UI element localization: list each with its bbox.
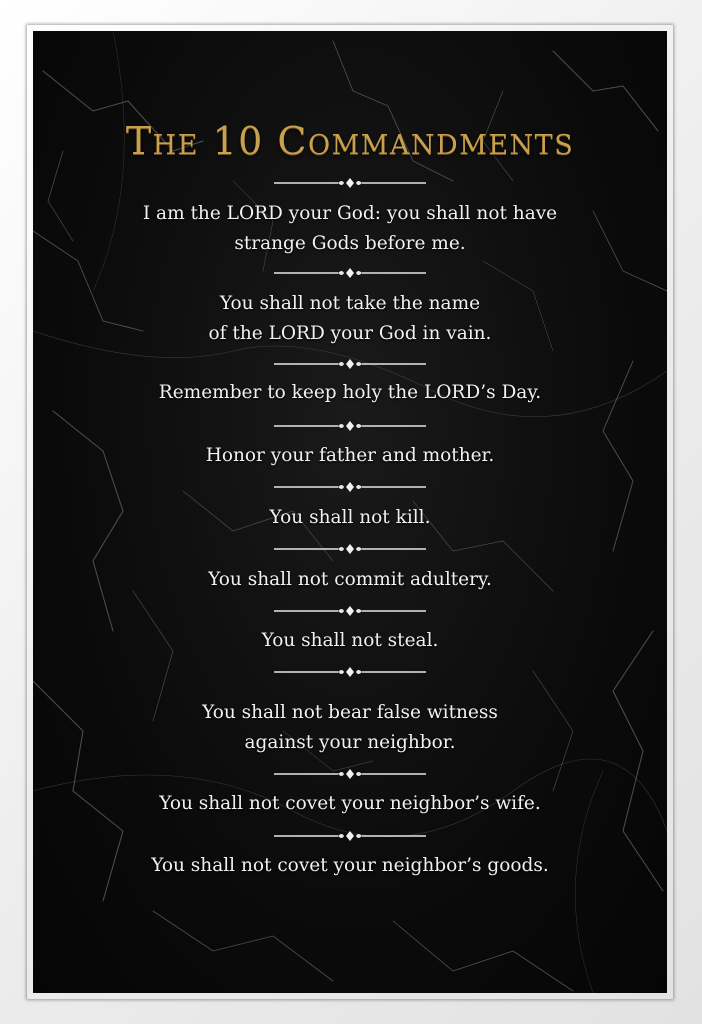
commandment-6 bbox=[53, 565, 647, 595]
commandment-line: of the LORD your God in vain. bbox=[208, 323, 492, 344]
ornamental-divider-icon bbox=[270, 666, 430, 678]
ornamental-divider-icon bbox=[270, 543, 430, 555]
commandment-line: Honor your father and mother. bbox=[205, 445, 495, 466]
commandment-line: You shall not kill. bbox=[269, 507, 431, 528]
ornamental-divider-icon bbox=[270, 420, 430, 432]
commandment-line: You shall not covet your neighbor’s goods. bbox=[151, 855, 549, 876]
commandment-line: Remember to keep holy the LORD’s Day. bbox=[158, 382, 542, 403]
commandment-line: against your neighbor. bbox=[244, 732, 456, 753]
poster bbox=[33, 31, 667, 993]
commandment-9 bbox=[53, 789, 647, 819]
ornamental-divider-icon bbox=[270, 605, 430, 617]
ornamental-divider-icon bbox=[270, 267, 430, 279]
commandment-2 bbox=[53, 289, 647, 349]
commandment-line: You shall not take the name bbox=[219, 293, 481, 314]
commandment-line: You shall not bear false witness bbox=[202, 702, 498, 723]
ornamental-divider-icon bbox=[270, 177, 430, 189]
poster-title: The 10 Commandments bbox=[125, 119, 575, 163]
ornamental-divider-icon bbox=[270, 358, 430, 370]
commandment-line: You shall not steal. bbox=[261, 630, 439, 651]
commandment-line: You shall not covet your neighbor’s wife. bbox=[159, 793, 541, 814]
commandment-10 bbox=[53, 851, 647, 881]
commandment-3 bbox=[53, 378, 647, 408]
commandment-7 bbox=[53, 626, 647, 656]
ornamental-divider-icon bbox=[270, 830, 430, 842]
commandment-line: You shall not commit adultery. bbox=[208, 569, 492, 590]
ornamental-divider-icon bbox=[270, 481, 430, 493]
commandment-line: strange Gods before me. bbox=[234, 233, 466, 254]
commandment-5 bbox=[53, 503, 647, 533]
commandment-line: I am the LORD your God: you shall not have bbox=[142, 203, 558, 224]
commandment-1 bbox=[53, 199, 647, 259]
ornamental-divider-icon bbox=[270, 768, 430, 780]
commandment-8 bbox=[53, 698, 647, 758]
commandment-4 bbox=[53, 441, 647, 471]
